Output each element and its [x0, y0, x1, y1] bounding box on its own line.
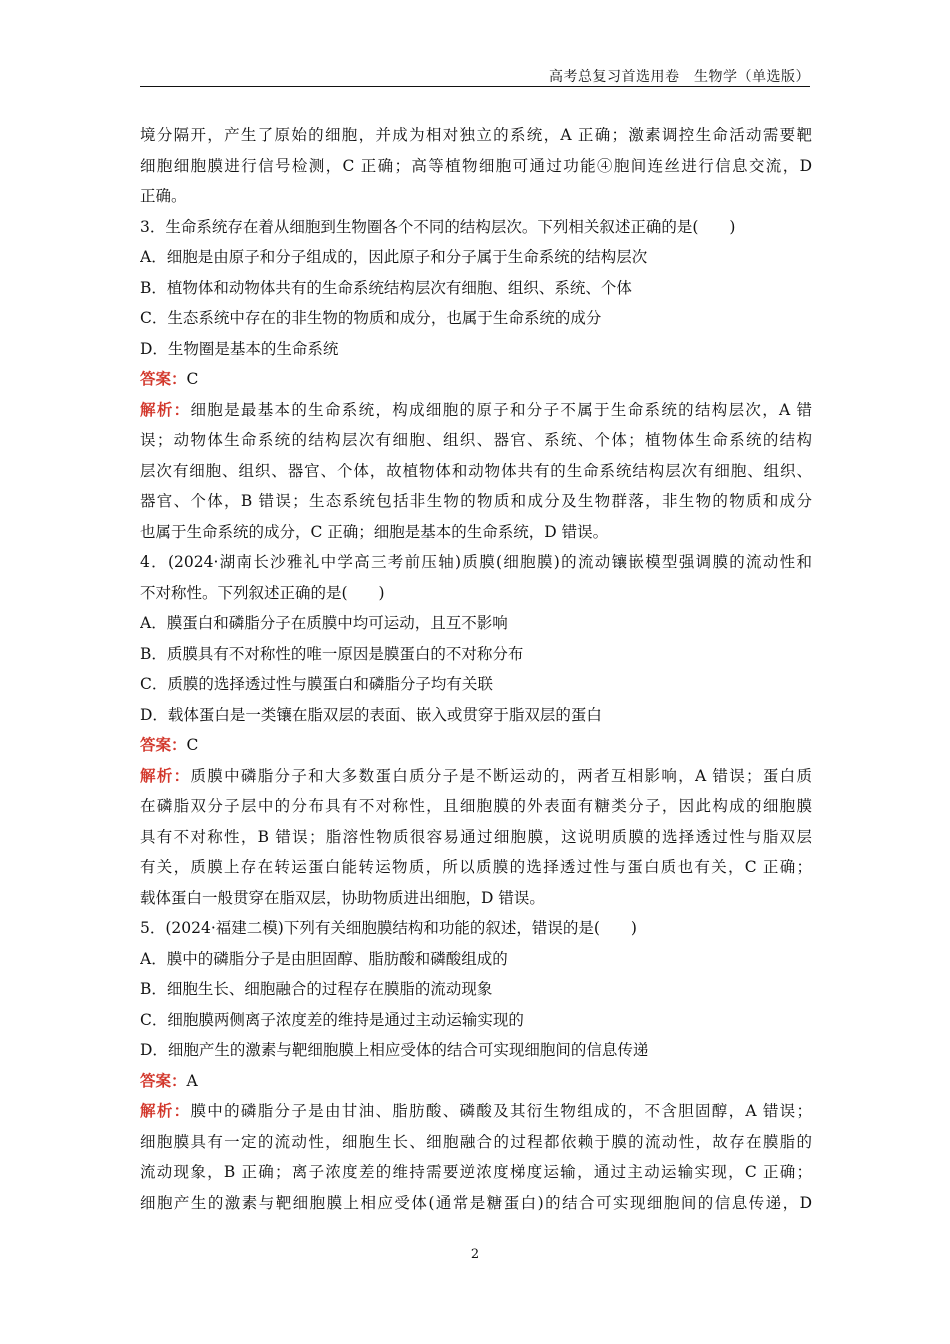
question-stem: 不对称性。下列叙述正确的是( ) [140, 583, 385, 602]
analysis-label: 解析： [140, 399, 191, 419]
analysis-line [140, 1096, 812, 1127]
question-4 [140, 547, 812, 913]
answer-value: C [186, 736, 199, 754]
option-c: C．生态系统中存在的非生物的物质和成分，也属于生命系统的成分 [140, 309, 602, 327]
analysis-line: 具有不对称性，B 错误；脂溶性物质很容易通过细胞膜，这说明质膜的选择透过性与脂双层 [140, 827, 812, 846]
answer-value: A [186, 1071, 198, 1090]
page-number: 2 [470, 1247, 480, 1262]
option-d: D．生物圈是基本的生命系统 [140, 339, 339, 358]
text-line: 细胞细胞膜进行信号检测，C 正确；高等植物细胞可通过功能④胞间连丝进行信息交流，D [140, 156, 812, 175]
option-b: B．质膜具有不对称性的唯一原因是膜蛋白的不对称分布 [140, 644, 524, 663]
analysis-line: 细胞产生的激素与靶细胞膜上相应受体(通常是糖蛋白)的结合可实现细胞间的信息传递，D [140, 1193, 812, 1212]
answer-value: C [186, 370, 199, 388]
question-stem: 5．(2024·福建二模)下列有关细胞膜结构和功能的叙述，错误的是( ) [140, 919, 637, 937]
option-a: A．膜中的磷脂分子是由胆固醇、脂肪酸和磷酸组成的 [140, 949, 508, 968]
analysis-line: 器官、个体，B 错误；生态系统包括非生物的物质和成分及生物群落，非生物的物质和成分 [140, 492, 812, 510]
option-c: C．细胞膜两侧离子浓度差的维持是通过主动运输实现的 [140, 1010, 524, 1029]
option-b: B．细胞生长、细胞融合的过程存在膜脂的流动现象 [140, 980, 493, 998]
analysis-line: 有关，质膜上存在转运蛋白能转运物质，所以质膜的选择透过性与蛋白质也有关，C 正确； [140, 858, 812, 876]
document-body [140, 120, 812, 1218]
analysis-line: 层次有细胞、组织、器官、个体，故植物体和动物体共有的生命系统结构层次有细胞、组织、 [140, 461, 812, 480]
analysis-line: 也属于生命系统的成分，C 正确；细胞是基本的生命系统，D 错误。 [140, 522, 609, 541]
question-3 [140, 212, 812, 548]
text-line: 正确。 [140, 187, 187, 205]
option-c: C．质膜的选择透过性与膜蛋白和磷脂分子均有关联 [140, 675, 493, 693]
analysis-text: 膜中的磷脂分子是由甘油、脂肪酸、磷酸及其衍生物组成的，不含胆固醇，A 错误； [190, 1102, 812, 1120]
analysis-line: 流动现象，B 正确；离子浓度差的维持需要逆浓度梯度运输，通过主动运输实现，C 正确； [140, 1163, 812, 1181]
intro-paragraph [140, 120, 812, 212]
question-5 [140, 913, 812, 1218]
analysis-text: 细胞是最基本的生命系统，构成细胞的原子和分子不属于生命系统的结构层次，A 错 [190, 400, 812, 419]
analysis-line: 在磷脂双分子层中的分布具有不对称性，且细胞膜的外表面有糖类分子，因此构成的细胞膜 [140, 797, 812, 815]
header-rule [140, 86, 810, 87]
question-stem: 4．(2024·湖南长沙雅礼中学高三考前压轴)质膜(细胞膜)的流动镶嵌模型强调膜的流动性和 [140, 553, 812, 571]
option-d: D．细胞产生的激素与靶细胞膜上相应受体的结合可实现细胞间的信息传递 [140, 1041, 649, 1059]
answer-label: 答案： [140, 1070, 187, 1090]
analysis-label: 解析： [140, 765, 191, 785]
answer-label: 答案： [140, 369, 187, 388]
analysis-line: 误；动物体生命系统的结构层次有细胞、组织、器官、系统、个体；植物体生命系统的结构 [140, 431, 812, 449]
analysis-line [140, 395, 812, 426]
answer-label: 答案： [140, 735, 187, 754]
analysis-line: 载体蛋白一般贯穿在脂双层，协助物质进出细胞，D 错误。 [140, 888, 545, 907]
option-d: D．载体蛋白是一类镶在脂双层的表面、嵌入或贯穿于脂双层的蛋白 [140, 705, 602, 724]
analysis-text: 质膜中磷脂分子和大多数蛋白质分子是不断运动的，两者互相影响，A 错误；蛋白质 [190, 766, 812, 785]
answer-line [140, 364, 812, 395]
analysis-line [140, 761, 812, 792]
answer-line [140, 1066, 812, 1097]
question-stem: 3．生命系统存在着从细胞到生物圈各个不同的结构层次。下列相关叙述正确的是( ) [140, 217, 736, 236]
analysis-line: 细胞膜具有一定的流动性，细胞生长、细胞融合的过程都依赖于膜的流动性，故存在膜脂的 [140, 1132, 812, 1151]
option-b: B．植物体和动物体共有的生命系统结构层次有细胞、组织、系统、个体 [140, 278, 632, 297]
option-a: A．膜蛋白和磷脂分子在质膜中均可运动，且互不影响 [140, 614, 508, 632]
option-a: A．细胞是由原子和分子组成的，因此原子和分子属于生命系统的结构层次 [140, 248, 648, 266]
text-line: 境分隔开，产生了原始的细胞，并成为相对独立的系统，A 正确；激素调控生命活动需要靶 [140, 126, 812, 144]
analysis-label: 解析： [140, 1101, 191, 1120]
page-header-title: 高考总复习首选用卷 生物学（单选版） [549, 69, 810, 85]
answer-line [140, 730, 812, 761]
